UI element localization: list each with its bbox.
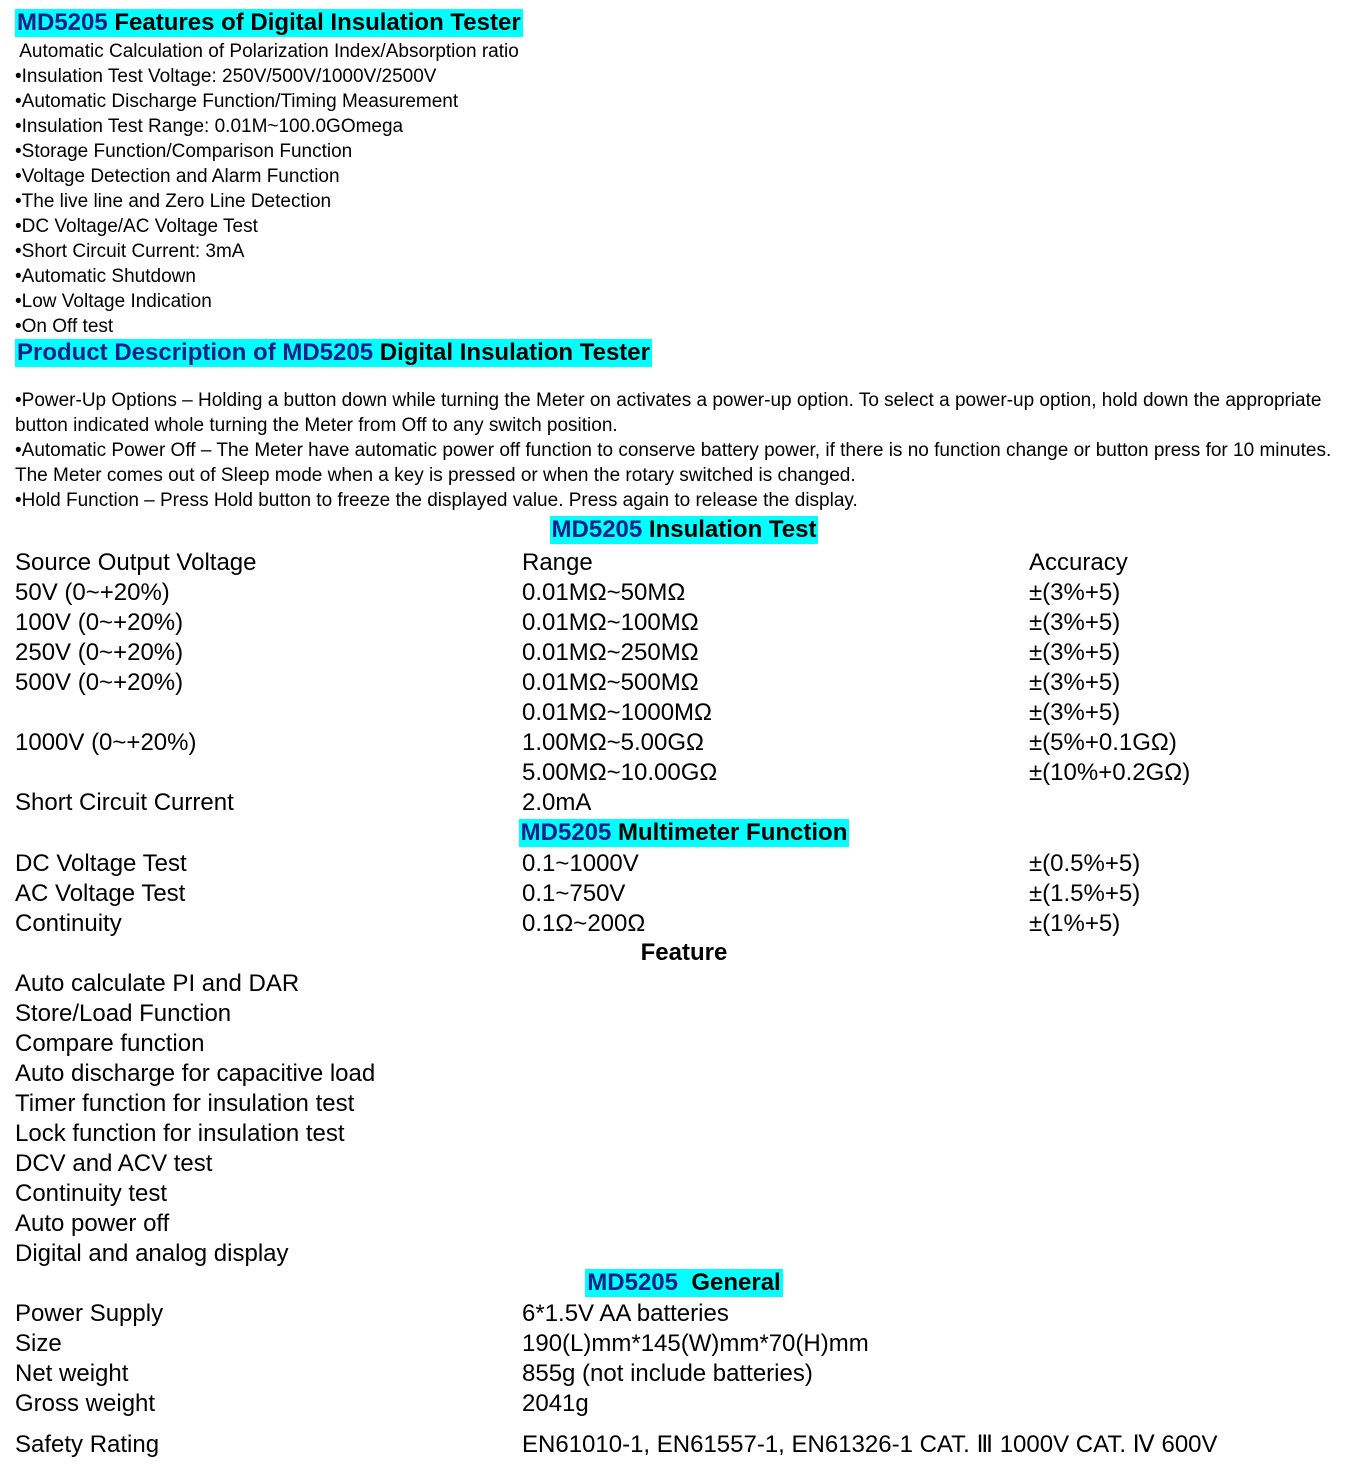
list-item: •Short Circuit Current: 3mA xyxy=(15,241,245,262)
list-item: Timer function for insulation test xyxy=(15,1090,355,1117)
table-cell: AC Voltage Test xyxy=(15,880,186,907)
description-body xyxy=(15,388,1345,513)
description-heading-text: Digital Insulation Tester xyxy=(373,339,650,366)
insulation-heading-model: MD5205 xyxy=(551,516,643,543)
feature-heading: Feature xyxy=(640,939,728,966)
list-item: Lock function for insulation test xyxy=(15,1120,345,1147)
table-cell: 0.01MΩ~100MΩ xyxy=(522,609,699,636)
list-item: Auto discharge for capacitive load xyxy=(15,1060,376,1087)
list-item: •Insulation Test Range: 0.01M~100.0GOmega xyxy=(15,116,404,137)
table-cell: 0.01MΩ~250MΩ xyxy=(522,639,699,666)
list-item: Continuity test xyxy=(15,1180,168,1207)
list-item: •Voltage Detection and Alarm Function xyxy=(15,166,340,187)
table-cell: 0.01MΩ~50MΩ xyxy=(522,579,686,606)
header-accuracy: Accuracy xyxy=(1029,549,1128,576)
table-cell: ±(5%+0.1GΩ) xyxy=(1029,729,1177,756)
table-cell: Continuity xyxy=(15,910,122,937)
table-cell: 2.0mA xyxy=(522,789,592,816)
table-cell: 0.1~1000V xyxy=(522,850,639,877)
list-item: Store/Load Function xyxy=(15,1000,232,1027)
table-cell: ±(3%+5) xyxy=(1029,669,1121,696)
table-cell: ±(3%+5) xyxy=(1029,579,1121,606)
table-cell: Size xyxy=(15,1330,62,1357)
general-heading-text: General xyxy=(678,1269,781,1296)
features-list xyxy=(15,39,519,339)
table-cell: Power Supply xyxy=(15,1300,164,1327)
table-cell: 500V (0~+20%) xyxy=(15,669,184,696)
description-paragraph: •Automatic Power Off – The Meter have automatic power off function to conserve battery power, if there is no function change or button press for 10 minutes. The Meter comes out of Sleep mode when a key is pressed or when the rotary switched is changed. xyxy=(15,440,1332,486)
feature-list xyxy=(15,969,375,1269)
multimeter-heading xyxy=(0,819,1358,847)
table-cell: 5.00MΩ~10.00GΩ xyxy=(522,759,718,786)
table-cell: 855g (not include batteries) xyxy=(522,1360,813,1387)
general-heading xyxy=(0,1269,1358,1297)
table-cell: 190(L)mm*145(W)mm*70(H)mm xyxy=(522,1330,869,1357)
insulation-heading-text: Insulation Test xyxy=(642,516,817,543)
table-cell: 1.00MΩ~5.00GΩ xyxy=(522,729,704,756)
list-item: •Automatic Discharge Function/Timing Measurement xyxy=(15,91,459,112)
list-item: Digital and analog display xyxy=(15,1240,289,1267)
table-cell: ±(3%+5) xyxy=(1029,639,1121,666)
table-cell: 100V (0~+20%) xyxy=(15,609,184,636)
table-cell: Gross weight xyxy=(15,1390,156,1417)
table-cell: ±(3%+5) xyxy=(1029,699,1121,726)
list-item: •DC Voltage/AC Voltage Test xyxy=(15,216,258,237)
table-cell: ±(0.5%+5) xyxy=(1029,850,1141,877)
list-item: Automatic Calculation of Polarization Index/Absorption ratio xyxy=(15,41,519,62)
list-item: •Automatic Shutdown xyxy=(15,266,196,287)
table-cell: 1000V (0~+20%) xyxy=(15,729,197,756)
features-heading-text: Features of Digital Insulation Tester xyxy=(107,9,521,36)
table-cell: Short Circuit Current xyxy=(15,789,234,816)
table-cell: ±(1%+5) xyxy=(1029,910,1121,937)
description-paragraph: •Hold Function – Press Hold button to freeze the displayed value. Press again to release the display. xyxy=(15,490,858,511)
description-heading xyxy=(15,339,652,367)
table-cell: EN61010-1, EN61557-1, EN61326-1 CAT. Ⅲ 1000V CAT. Ⅳ 600V xyxy=(522,1431,1218,1458)
description-heading-model: Product Description of MD5205 xyxy=(17,339,374,366)
header-source-output-voltage: Source Output Voltage xyxy=(15,549,257,576)
table-cell: ±(10%+0.2GΩ) xyxy=(1029,759,1191,786)
table-cell: ±(3%+5) xyxy=(1029,609,1121,636)
features-heading-model: MD5205 xyxy=(17,9,108,36)
description-paragraph: •Power-Up Options – Holding a button down while turning the Meter on activates a power-up option. To select a power-up option, hold down the appropriate button indicated whole turning the Meter from Off to any switch position. xyxy=(15,390,1322,436)
table-cell: 2041g xyxy=(522,1390,589,1417)
list-item: •The live line and Zero Line Detection xyxy=(15,191,332,212)
table-cell: 250V (0~+20%) xyxy=(15,639,184,666)
table-cell: DC Voltage Test xyxy=(15,850,187,877)
multimeter-heading-model: MD5205 xyxy=(520,819,612,846)
general-heading-model: MD5205 xyxy=(587,1269,678,1296)
list-item: •On Off test xyxy=(15,316,114,337)
list-item: •Low Voltage Indication xyxy=(15,291,212,312)
multimeter-heading-text: Multimeter Function xyxy=(611,819,848,846)
table-cell: 0.1Ω~200Ω xyxy=(522,910,646,937)
features-heading xyxy=(15,9,523,37)
table-cell: 0.1~750V xyxy=(522,880,626,907)
table-cell: 6*1.5V AA batteries xyxy=(522,1300,729,1327)
list-item: Compare function xyxy=(15,1030,205,1057)
table-cell: Safety Rating xyxy=(15,1431,160,1458)
list-item: •Insulation Test Voltage: 250V/500V/1000V/2500V xyxy=(15,66,437,87)
insulation-heading xyxy=(0,516,1358,544)
table-cell: 50V (0~+20%) xyxy=(15,579,170,606)
table-cell: ±(1.5%+5) xyxy=(1029,880,1141,907)
list-item: Auto power off xyxy=(15,1210,170,1237)
list-item: •Storage Function/Comparison Function xyxy=(15,141,353,162)
list-item: DCV and ACV test xyxy=(15,1150,213,1177)
table-cell: 0.01MΩ~500MΩ xyxy=(522,669,699,696)
table-cell: 0.01MΩ~1000MΩ xyxy=(522,699,712,726)
header-range: Range xyxy=(522,549,593,576)
list-item: Auto calculate PI and DAR xyxy=(15,970,300,997)
table-cell: Net weight xyxy=(15,1360,129,1387)
